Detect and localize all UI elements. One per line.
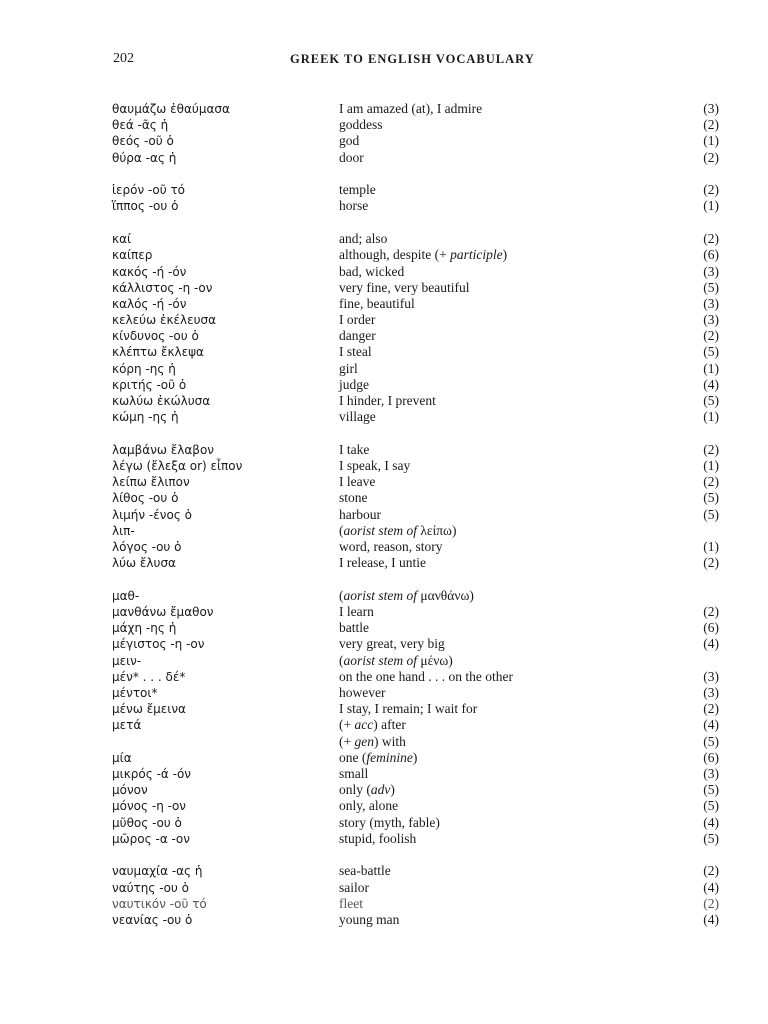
- vocab-entry: [0, 150, 768, 166]
- vocab-entry: [0, 523, 768, 539]
- vocab-entry: [0, 247, 768, 263]
- vocab-entry: [0, 280, 768, 296]
- greek-headword: λύω ἔλυσα: [112, 556, 176, 571]
- vocab-entry: [0, 182, 768, 198]
- english-gloss: (+ gen) with: [339, 733, 406, 749]
- greek-headword: κάλλιστος -η -ον: [112, 280, 213, 295]
- lesson-number: (4): [703, 717, 719, 733]
- vocab-entry: [0, 296, 768, 312]
- english-gloss: judge: [339, 376, 369, 392]
- english-gloss: stupid, foolish: [339, 830, 417, 846]
- greek-headword: μανθάνω ἔμαθον: [112, 605, 214, 620]
- greek-headword: λιπ-: [112, 523, 135, 538]
- greek-headword: θεός -οῦ ὁ: [112, 134, 174, 149]
- vocab-entry: [0, 539, 768, 555]
- english-gloss: on the one hand . . . on the other: [339, 668, 513, 684]
- english-gloss: village: [339, 409, 376, 425]
- greek-headword: μένω ἔμεινα: [112, 702, 186, 717]
- lesson-number: (1): [703, 409, 719, 425]
- greek-headword: λαμβάνω ἔλαβον: [112, 442, 214, 457]
- lesson-number: (5): [703, 506, 719, 522]
- vocab-entry: [0, 734, 768, 750]
- lesson-number: (3): [703, 685, 719, 700]
- greek-headword: κριτής -οῦ ὁ: [112, 377, 187, 392]
- vocab-entry: [0, 766, 768, 782]
- lesson-number: (5): [703, 279, 719, 295]
- lesson-number: (5): [703, 830, 719, 846]
- vocab-entry: [0, 669, 768, 685]
- vocab-entry: [0, 620, 768, 636]
- lesson-number: (4): [703, 376, 719, 392]
- vocab-entry: [0, 231, 768, 247]
- lesson-number: (4): [703, 636, 719, 652]
- lesson-number: (1): [703, 360, 719, 376]
- greek-headword: μειν-: [112, 653, 142, 668]
- letter-group: [0, 231, 768, 425]
- english-gloss: harbour: [339, 506, 381, 522]
- lesson-number: (1): [703, 458, 719, 474]
- lesson-number: (2): [703, 474, 719, 490]
- lesson-number: (5): [703, 798, 719, 814]
- greek-headword: λέγω (ἔλεξα or) εἶπον: [112, 459, 243, 474]
- vocab-entry: [0, 880, 768, 896]
- vocab-entry: [0, 264, 768, 280]
- lesson-number: (4): [703, 879, 719, 895]
- english-gloss: small: [339, 765, 369, 781]
- english-gloss: I steal: [339, 344, 372, 360]
- english-gloss: only, alone: [339, 798, 399, 814]
- english-gloss: bad, wicked: [339, 263, 405, 279]
- letter-group: [0, 442, 768, 572]
- vocab-entry: [0, 912, 768, 928]
- english-gloss: horse: [339, 198, 369, 214]
- greek-headword: μαθ-: [112, 588, 140, 603]
- greek-headword: μῦθος -ου ὁ: [112, 815, 182, 830]
- letter-group: [0, 588, 768, 847]
- lesson-number: (2): [703, 149, 719, 165]
- greek-headword: λόγος -ου ὁ: [112, 540, 182, 554]
- letter-group: [0, 182, 768, 214]
- english-gloss: I order: [339, 312, 376, 328]
- greek-headword: κακός -ή -όν: [112, 264, 187, 279]
- greek-headword: μία: [112, 750, 132, 765]
- lesson-number: (3): [703, 101, 719, 116]
- greek-headword: μέν* . . . δέ*: [112, 669, 186, 684]
- greek-headword: θαυμάζω ἐθαύμασα: [112, 102, 230, 116]
- lesson-number: (5): [703, 393, 719, 408]
- vocab-entry: [0, 344, 768, 360]
- english-gloss: however: [339, 685, 386, 700]
- english-gloss: (+ acc) after: [339, 717, 406, 733]
- greek-headword: μετά: [112, 718, 142, 733]
- english-gloss: only (adv): [339, 782, 395, 798]
- letter-group: [0, 101, 768, 166]
- vocab-entry: [0, 896, 768, 912]
- lesson-number: (2): [703, 328, 719, 344]
- lesson-number: (2): [703, 555, 719, 571]
- greek-headword: κίνδυνος -ου ὁ: [112, 329, 199, 344]
- lesson-number: (2): [703, 604, 719, 620]
- lesson-number: (6): [703, 247, 719, 263]
- greek-headword: μόνος -η -ον: [112, 799, 187, 814]
- vocab-entry: [0, 117, 768, 133]
- lesson-number: (3): [703, 295, 719, 311]
- english-gloss: fleet: [339, 895, 363, 911]
- english-gloss: I stay, I remain; I wait for: [339, 701, 478, 717]
- vocab-entry: [0, 863, 768, 879]
- english-gloss: young man: [339, 911, 400, 927]
- vocab-entry: [0, 653, 768, 669]
- vocab-entry: [0, 101, 768, 117]
- greek-headword: ναύτης -ου ὁ: [112, 880, 190, 895]
- lesson-number: (3): [703, 263, 719, 279]
- lesson-number: (2): [703, 231, 719, 247]
- lesson-number: (2): [703, 863, 719, 879]
- english-gloss: (aorist stem of μανθάνω): [339, 587, 474, 603]
- greek-headword: κλέπτω ἔκλεψα: [112, 345, 204, 360]
- english-gloss: god: [339, 133, 360, 149]
- lesson-number: (5): [703, 344, 719, 360]
- english-gloss: and; also: [339, 231, 388, 247]
- english-gloss: (aorist stem of λείπω): [339, 522, 457, 538]
- vocab-entry: [0, 636, 768, 652]
- greek-headword: καί: [112, 232, 132, 247]
- lesson-number: (1): [703, 133, 719, 149]
- lesson-number: (6): [703, 749, 719, 765]
- vocab-entry: [0, 377, 768, 393]
- lesson-number: (3): [703, 312, 719, 328]
- english-gloss: very great, very big: [339, 636, 445, 652]
- greek-headword: μέγιστος -η -ον: [112, 637, 205, 652]
- vocab-entry: [0, 555, 768, 571]
- vocab-entry: [0, 490, 768, 506]
- greek-headword: λείπω ἔλιπον: [112, 475, 190, 490]
- page-number: 202: [113, 51, 134, 66]
- lesson-number: (1): [703, 539, 719, 554]
- greek-headword: ἵππος -ου ὁ: [112, 199, 179, 214]
- vocab-entry: [0, 782, 768, 798]
- english-gloss: sailor: [339, 879, 369, 895]
- vocab-entry: [0, 717, 768, 733]
- greek-headword: μικρός -ά -όν: [112, 766, 192, 781]
- vocab-entry: [0, 604, 768, 620]
- lesson-number: (3): [703, 668, 719, 684]
- lesson-number: (1): [703, 198, 719, 214]
- greek-headword: κελεύω ἐκέλευσα: [112, 313, 217, 328]
- english-gloss: (aorist stem of μένω): [339, 652, 453, 668]
- lesson-number: (6): [703, 620, 719, 636]
- vocab-entry: [0, 588, 768, 604]
- english-gloss: fine, beautiful: [339, 295, 415, 311]
- english-gloss: I release, I untie: [339, 555, 426, 571]
- greek-headword: μῶρος -α -ον: [112, 831, 190, 846]
- greek-headword: μόνον: [112, 783, 148, 798]
- vocab-entry: [0, 750, 768, 766]
- greek-headword: ναυμαχία -ας ἡ: [112, 864, 203, 879]
- english-gloss: danger: [339, 328, 376, 344]
- lesson-number: (2): [703, 441, 719, 457]
- vocab-entry: [0, 133, 768, 149]
- english-gloss: door: [339, 149, 364, 165]
- lesson-number: (5): [703, 490, 719, 506]
- english-gloss: battle: [339, 620, 369, 636]
- greek-headword: ἱερόν -οῦ τό: [112, 183, 186, 198]
- vocab-entry: [0, 798, 768, 814]
- vocab-entry: [0, 328, 768, 344]
- lesson-number: (4): [703, 814, 719, 830]
- lesson-number: (3): [703, 765, 719, 781]
- vocab-entry: [0, 458, 768, 474]
- lesson-number: (5): [703, 782, 719, 798]
- greek-headword: θεά -ᾶς ἡ: [112, 118, 169, 133]
- english-gloss: word, reason, story: [339, 539, 443, 554]
- lesson-number: (2): [703, 182, 719, 198]
- greek-headword: λιμήν -ένος ὁ: [112, 507, 192, 522]
- running-head: GREEK TO ENGLISH VOCABULARY: [290, 52, 535, 66]
- english-gloss: temple: [339, 182, 376, 198]
- greek-headword: θύρα -ας ἡ: [112, 150, 177, 165]
- lesson-number: (4): [703, 911, 719, 927]
- english-gloss: I take: [339, 441, 370, 457]
- english-gloss: I am amazed (at), I admire: [339, 101, 483, 116]
- english-gloss: story (myth, fable): [339, 814, 440, 830]
- vocab-entry: [0, 685, 768, 701]
- greek-headword: κωλύω ἐκώλυσα: [112, 394, 211, 408]
- greek-headword: καλός -ή -όν: [112, 296, 187, 311]
- greek-headword: κόρη -ης ἡ: [112, 361, 176, 376]
- english-gloss: sea-battle: [339, 863, 391, 879]
- vocab-entry: [0, 361, 768, 377]
- lesson-number: (2): [703, 117, 719, 133]
- english-gloss: I leave: [339, 474, 376, 490]
- lesson-number: (2): [703, 701, 719, 717]
- vocab-entry: [0, 393, 768, 409]
- lesson-number: (5): [703, 733, 719, 749]
- greek-headword: νεανίας -ου ὁ: [112, 912, 193, 927]
- english-gloss: I hinder, I prevent: [339, 393, 436, 408]
- vocab-entry: [0, 198, 768, 214]
- english-gloss: I learn: [339, 604, 374, 620]
- vocab-entry: [0, 831, 768, 847]
- english-gloss: girl: [339, 360, 358, 376]
- letter-group: [0, 863, 768, 928]
- vocab-entry: [0, 701, 768, 717]
- vocabulary-list: [0, 101, 768, 945]
- english-gloss: although, despite (+ participle): [339, 247, 508, 263]
- english-gloss: I speak, I say: [339, 458, 411, 474]
- vocab-entry: [0, 474, 768, 490]
- vocab-entry: [0, 507, 768, 523]
- greek-headword: λίθος -ου ὁ: [112, 491, 179, 506]
- greek-headword: ναυτικόν -οῦ τό: [112, 896, 207, 911]
- vocab-entry: [0, 409, 768, 425]
- lesson-number: (2): [703, 895, 719, 911]
- english-gloss: one (feminine): [339, 749, 418, 765]
- english-gloss: goddess: [339, 117, 383, 133]
- english-gloss: very fine, very beautiful: [339, 279, 470, 295]
- greek-headword: κώμη -ης ἡ: [112, 410, 179, 425]
- greek-headword: μάχη -ης ἡ: [112, 621, 177, 636]
- greek-headword: μέντοι*: [112, 686, 158, 700]
- vocab-entry: [0, 442, 768, 458]
- english-gloss: stone: [339, 490, 368, 506]
- vocab-entry: [0, 312, 768, 328]
- vocab-entry: [0, 815, 768, 831]
- greek-headword: καίπερ: [112, 248, 153, 263]
